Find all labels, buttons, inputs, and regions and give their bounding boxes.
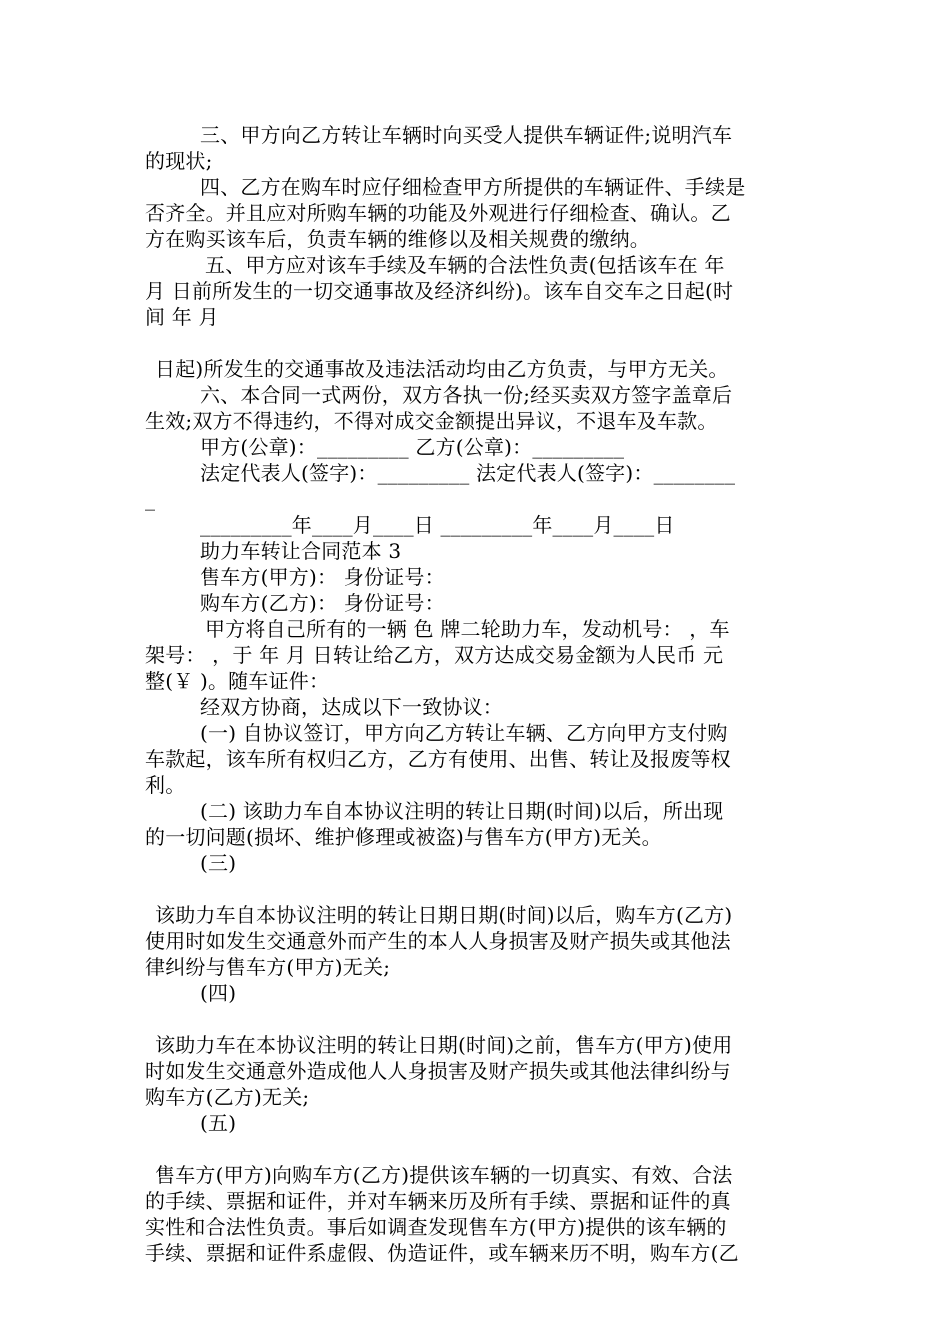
document-line: 售车方(甲方)： 身份证号： (200, 565, 445, 589)
document-line: 否齐全。并且应对所购车辆的功能及外观进行仔细检查、确认。乙 (145, 201, 731, 225)
document-line: 售车方(甲方)向购车方(乙方)提供该车辆的一切真实、有效、合法 (155, 1163, 733, 1187)
document-line: _ (145, 487, 156, 511)
document-line: 方在购买该车后，负责车辆的维修以及相关规费的缴纳。 (145, 227, 650, 251)
document-line: 甲方(公章)：_________ 乙方(公章)：_________ (200, 435, 625, 459)
blank-line (145, 1136, 810, 1162)
document-line: 生效;双方不得违约，不得对成交金额提出异议，不退车及车款。 (145, 409, 718, 433)
document-line: 甲方将自己所有的一辆 色 牌二轮助力车，发动机号： ，车 (205, 617, 730, 641)
blank-line (145, 330, 810, 356)
document-line: 助力车转让合同范本 3 (200, 539, 402, 563)
document-line: 该助力车在本协议注明的转让日期(时间)之前，售车方(甲方)使用 (155, 1033, 733, 1057)
document-line: 经双方协商，达成以下一致协议： (200, 695, 503, 719)
document-line: 的现状; (145, 149, 213, 173)
document-line: 使用时如发生交通意外而产生的本人人身损害及财产损失或其他法 (145, 929, 731, 953)
document-line: 购车方(乙方)： 身份证号： (200, 591, 445, 615)
document-line: 利。 (145, 773, 186, 797)
document-line: 该助力车自本协议注明的转让日期日期(时间)以后，购车方(乙方) (155, 903, 733, 927)
document-line: 的手续、票据和证件，并对车辆来历及所有手续、票据和证件的真 (145, 1189, 731, 1213)
document-line: 五、甲方应对该车手续及车辆的合法性负责(包括该车在 年 (205, 253, 725, 277)
document-line: 架号： ，于 年 月 日转让给乙方，双方达成交易金额为人民币 元 (145, 643, 724, 667)
document-line: 购车方(乙方)无关; (145, 1085, 310, 1109)
document-line: 实性和合法性负责。事后如调查发现售车方(甲方)提供的该车辆的 (145, 1215, 727, 1239)
document-line: 律纠纷与售车方(甲方)无关; (145, 955, 391, 979)
document-line: (二) 该助力车自本协议注明的转让日期(时间)以后，所出现 (200, 799, 724, 823)
document-line: 三、甲方向乙方转让车辆时向买受人提供车辆证件;说明汽车 (200, 123, 733, 147)
document-line: 车款起，该车所有权归乙方，乙方有使用、出售、转让及报废等权 (145, 747, 731, 771)
document-line: (四) (200, 981, 237, 1005)
document-line: 的一切问题(损坏、维护修理或被盗)与售车方(甲方)无关。 (145, 825, 662, 849)
document-line: (三) (200, 851, 237, 875)
document-line: 法定代表人(签字)：_________ 法定代表人(签字)：________ (200, 461, 736, 485)
document-line: 四、乙方在购车时应仔细检查甲方所提供的车辆证件、手续是 (200, 175, 746, 199)
document-line: 月 日前所发生的一切交通事故及经济纠纷)。该车自交车之日起(时 (145, 279, 734, 303)
document-line: 手续、票据和证件系虚假、伪造证件，或车辆来历不明，购车方(乙 (145, 1241, 739, 1265)
blank-line (145, 1006, 810, 1032)
document-line: 时如发生交通意外造成他人人身损害及财产损失或其他法律纠纷与 (145, 1059, 731, 1083)
document-line: 六、本合同一式两份，双方各执一份;经买卖双方签字盖章后 (200, 383, 733, 407)
document-line: _________年____月____日 _________年____月____日 (200, 513, 675, 537)
document-line: 日起)所发生的交通事故及违法活动均由乙方负责，与甲方无关。 (155, 357, 729, 381)
document-line: (五) (200, 1111, 237, 1135)
document-line: 间 年 月 (145, 305, 219, 329)
document-line: (一) 自协议签订，甲方向乙方转让车辆、乙方向甲方支付购 (200, 721, 728, 745)
document-line: 整(￥ )。随车证件： (145, 669, 330, 693)
blank-line (145, 876, 810, 902)
document-body (145, 122, 810, 1266)
